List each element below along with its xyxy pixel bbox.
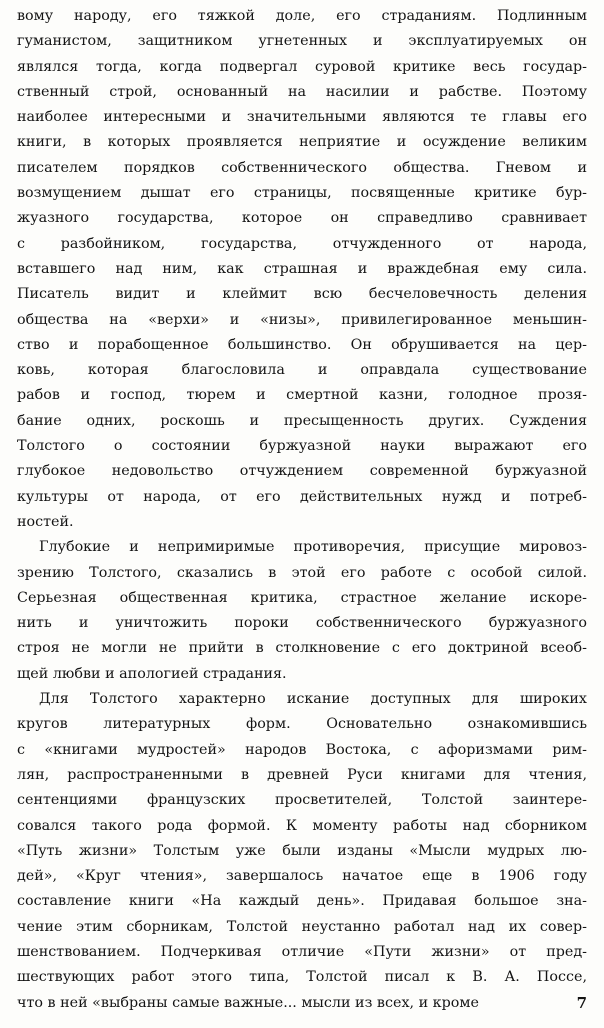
text-line: составление книги «На каждый день». Придавая большое зна- bbox=[17, 893, 587, 910]
text-line: шествующих работ этого типа, Толстой писал к В. А. Поссе, bbox=[17, 969, 587, 986]
text-line: гуманистом, защитником угнетенных и эксплуатируемых он bbox=[17, 33, 587, 50]
text-line: ностей. bbox=[17, 513, 74, 530]
paragraph bbox=[17, 535, 587, 687]
text-line: ковь, которая благословила и оправдала существование bbox=[17, 362, 587, 379]
text-line: рабов и господ, тюрем и смертной казни, голодное прозя- bbox=[17, 387, 587, 404]
text-line: нить и уничтожить пороки собственнического буржуазного bbox=[17, 615, 587, 632]
text-line: ство и порабощенное большинство. Он обрушивается на цер- bbox=[17, 336, 587, 353]
text-line: вому народу, его тяжкой доле, его страданиям. Подлинным bbox=[17, 8, 587, 24]
text-line: совался такого рода формой. К моменту работы над сборником bbox=[17, 817, 587, 834]
text-line: глубокое недовольство отчуждением современной буржуазной bbox=[17, 463, 587, 480]
text-line: «Путь жизни» Толстым уже были изданы «Мысли мудрых лю- bbox=[17, 842, 587, 859]
text-line: строя не могли не прийти в столкновение с его доктриной всеоб- bbox=[17, 640, 587, 657]
text-line: жуазного государства, которое он справедливо сравнивает bbox=[17, 210, 587, 227]
text-line: культуры от народа, от его действительных нужд и потреб- bbox=[17, 488, 587, 505]
text-line: щей любви и апологией страдания. bbox=[17, 665, 287, 682]
text-line: книги, в которых проявляется неприятие и осуждение великим bbox=[17, 134, 587, 151]
text-line: Глубокие и непримиримые противоречия, присущие мировоз- bbox=[39, 539, 587, 556]
text-line: кругов литературных форм. Основательно ознакомившись bbox=[17, 716, 587, 733]
text-line: ственный строй, основанный на насилии и рабстве. Поэтому bbox=[17, 83, 587, 100]
text-line: возмущением дышат его страницы, посвященные критике бур- bbox=[17, 185, 587, 202]
text-line: шенствованием. Подчеркивая отличие «Пути жизни» от пред- bbox=[17, 943, 587, 960]
text-line: бание одних, роскошь и пресыщенность других. Суждения bbox=[17, 412, 587, 429]
text-line: с «книгами мудростей» народов Востока, с афоризмами рим- bbox=[17, 741, 587, 758]
text-line: писателем порядков собственнического общества. Гневом и bbox=[17, 159, 587, 176]
text-line: Толстого о состоянии буржуазной науки выражают его bbox=[17, 438, 587, 455]
paragraph bbox=[17, 4, 587, 535]
page-number: 7 bbox=[576, 994, 587, 1012]
text-line: лян, распространенными в древней Руси книгами для чтения, bbox=[17, 766, 587, 783]
text-line: Серьезная общественная критика, страстное желание искоре- bbox=[17, 589, 587, 606]
text-line: являлся тогда, когда подвергал суровой критике весь государ- bbox=[17, 58, 587, 75]
text-line: наиболее интересными и значительными являются те главы его bbox=[17, 109, 587, 126]
text-line: общества на «верхи» и «низы», привилегированное меньшин- bbox=[17, 311, 587, 328]
text-line: зрению Толстого, сказались в этой его работе с особой силой. bbox=[17, 564, 587, 581]
text-line: Писатель видит и клеймит всю бесчеловечность деления bbox=[17, 286, 587, 303]
text-line: вставшего над ним, как страшная и враждебная ему сила. bbox=[17, 260, 587, 277]
text-line: что в ней «выбраны самые важные... мысли из всех, и кроме bbox=[17, 994, 479, 1011]
page-body-text bbox=[17, 4, 587, 1016]
text-line: Для Толстого характерно искание доступных для широких bbox=[39, 691, 587, 708]
text-line: сентенциями французских просветителей, Толстой заинтере- bbox=[17, 792, 587, 809]
text-line: чение этим сборникам, Толстой неустанно работал над их совер- bbox=[17, 918, 587, 935]
paragraph bbox=[17, 687, 587, 1016]
text-line: с разбойником, государства, отчужденного от народа, bbox=[17, 235, 587, 252]
text-line: дей», «Круг чтения», завершалось начатое еще в 1906 году bbox=[17, 868, 587, 885]
